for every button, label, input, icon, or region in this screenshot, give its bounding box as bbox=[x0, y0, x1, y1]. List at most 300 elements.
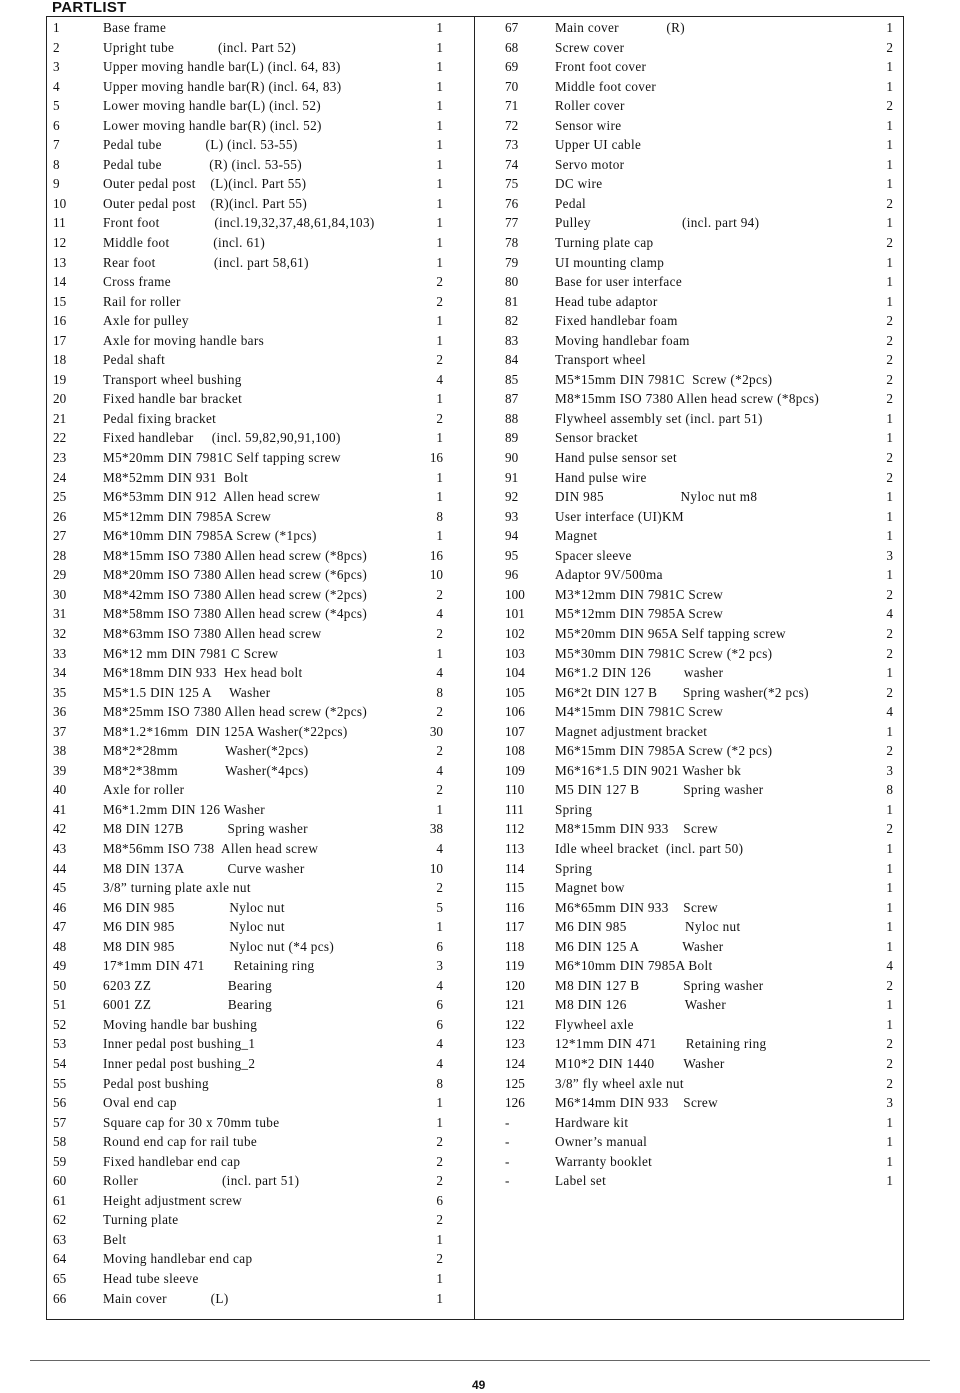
part-quantity: 1 bbox=[436, 235, 443, 251]
part-row bbox=[53, 116, 443, 136]
part-quantity: 1 bbox=[436, 1290, 443, 1306]
part-quantity: 1 bbox=[436, 919, 443, 935]
part-row bbox=[53, 1113, 443, 1133]
part-quantity: 2 bbox=[886, 821, 893, 837]
part-description: Hand pulse sensor set bbox=[555, 450, 677, 466]
part-quantity: 1 bbox=[886, 938, 893, 954]
part-number: 10 bbox=[53, 195, 67, 211]
part-description: M5*1.5 DIN 125 A Washer bbox=[103, 684, 271, 700]
part-row bbox=[53, 468, 443, 488]
part-number: 37 bbox=[53, 723, 67, 739]
part-row bbox=[53, 761, 443, 781]
part-quantity: 1 bbox=[436, 39, 443, 55]
part-number: 13 bbox=[53, 254, 67, 270]
part-description: Fixed handlebar (incl. 59,82,90,91,100) bbox=[103, 430, 341, 446]
part-description: M5*20mm DIN 7981C Self tapping screw bbox=[103, 450, 341, 466]
part-number: 93 bbox=[505, 508, 519, 524]
part-row bbox=[53, 1249, 443, 1269]
part-row bbox=[53, 624, 443, 644]
part-row bbox=[53, 155, 443, 175]
part-row bbox=[505, 937, 893, 957]
part-number: 22 bbox=[53, 430, 67, 446]
part-number: 31 bbox=[53, 606, 67, 622]
part-row bbox=[505, 38, 893, 58]
part-description: Belt bbox=[103, 1231, 127, 1247]
part-quantity: 1 bbox=[886, 59, 893, 75]
part-row bbox=[53, 546, 443, 566]
part-number: 103 bbox=[505, 645, 525, 661]
part-number: 15 bbox=[53, 293, 67, 309]
part-number: 125 bbox=[505, 1075, 525, 1091]
part-number: 24 bbox=[53, 469, 67, 485]
part-row bbox=[53, 1074, 443, 1094]
part-quantity: 1 bbox=[436, 117, 443, 133]
part-row bbox=[505, 468, 893, 488]
part-description: M6*10mm DIN 7985A Screw (*1pcs) bbox=[103, 528, 317, 544]
part-row bbox=[53, 350, 443, 370]
part-number: 64 bbox=[53, 1251, 67, 1267]
part-number: 42 bbox=[53, 821, 67, 837]
part-description: Moving handlebar foam bbox=[555, 332, 690, 348]
part-number: 82 bbox=[505, 313, 519, 329]
part-description: Sensor wire bbox=[555, 117, 622, 133]
part-number: 38 bbox=[53, 743, 67, 759]
partlist-right-column bbox=[505, 18, 893, 1191]
part-number: 117 bbox=[505, 919, 525, 935]
part-description: 3/8” turning plate axle nut bbox=[103, 880, 251, 896]
part-number: 124 bbox=[505, 1055, 525, 1071]
part-quantity: 1 bbox=[436, 137, 443, 153]
part-row bbox=[505, 1152, 893, 1172]
part-row bbox=[53, 644, 443, 664]
part-number: 123 bbox=[505, 1036, 525, 1052]
part-description: M5*20mm DIN 965A Self tapping screw bbox=[555, 625, 786, 641]
part-row bbox=[53, 1230, 443, 1250]
part-number: 51 bbox=[53, 997, 67, 1013]
part-number: 1 bbox=[53, 20, 60, 35]
part-quantity: 2 bbox=[886, 195, 893, 211]
part-number: 57 bbox=[53, 1114, 67, 1130]
part-description: Oval end cap bbox=[103, 1095, 177, 1111]
part-number: 83 bbox=[505, 332, 519, 348]
part-quantity: 2 bbox=[436, 274, 443, 290]
part-row bbox=[505, 213, 893, 233]
part-row bbox=[53, 917, 443, 937]
part-row bbox=[53, 487, 443, 507]
part-number: 8 bbox=[53, 156, 60, 172]
part-row bbox=[505, 565, 893, 585]
part-quantity: 2 bbox=[436, 1153, 443, 1169]
part-quantity: 1 bbox=[436, 313, 443, 329]
part-description: Head tube adaptor bbox=[555, 293, 658, 309]
part-description: M6*1.2 DIN 126 washer bbox=[555, 665, 724, 681]
part-description: M3*12mm DIN 7981C Screw bbox=[555, 586, 724, 602]
part-row bbox=[53, 389, 443, 409]
part-description: Turning plate cap bbox=[555, 235, 654, 251]
part-description: Warranty booklet bbox=[555, 1153, 653, 1169]
part-quantity: 6 bbox=[436, 1016, 443, 1032]
part-description: Magnet adjustment bracket bbox=[555, 723, 708, 739]
part-description: M6 DIN 985 Nyloc nut bbox=[103, 919, 285, 935]
part-description: Fixed handlebar foam bbox=[555, 313, 678, 329]
part-number: 78 bbox=[505, 235, 519, 251]
part-row bbox=[505, 995, 893, 1015]
part-number: 91 bbox=[505, 469, 519, 485]
part-row bbox=[505, 800, 893, 820]
part-quantity: 1 bbox=[436, 430, 443, 446]
part-description: Height adjustment screw bbox=[103, 1192, 243, 1208]
part-quantity: 1 bbox=[886, 78, 893, 94]
part-row bbox=[53, 956, 443, 976]
part-row bbox=[505, 96, 893, 116]
part-description: Moving handle bar bushing bbox=[103, 1016, 258, 1032]
part-description: 6001 ZZ Bearing bbox=[103, 997, 273, 1013]
part-quantity: 2 bbox=[886, 371, 893, 387]
page-title: PARTLIST bbox=[52, 0, 127, 16]
page-number: 49 bbox=[472, 1378, 486, 1392]
part-description: Base frame bbox=[103, 20, 167, 35]
part-number: 92 bbox=[505, 489, 519, 505]
part-row bbox=[505, 1074, 893, 1094]
part-row bbox=[505, 292, 893, 312]
part-row bbox=[53, 859, 443, 879]
part-quantity: 8 bbox=[886, 782, 893, 798]
part-quantity: 1 bbox=[886, 1016, 893, 1032]
part-description: 6203 ZZ Bearing bbox=[103, 977, 273, 993]
part-row bbox=[505, 233, 893, 253]
part-description: Magnet bbox=[555, 528, 598, 544]
part-quantity: 1 bbox=[436, 195, 443, 211]
part-number: 26 bbox=[53, 508, 67, 524]
part-description: Outer pedal post (L)(incl. Part 55) bbox=[103, 176, 307, 192]
part-row bbox=[53, 702, 443, 722]
part-description: M8*15mm ISO 7380 Allen head screw (*8pcs) bbox=[103, 547, 368, 563]
part-description: Pedal shaft bbox=[103, 352, 166, 368]
part-quantity: 1 bbox=[436, 254, 443, 270]
part-description: Transport wheel bbox=[555, 352, 646, 368]
part-row bbox=[53, 77, 443, 97]
part-quantity: 30 bbox=[429, 723, 443, 739]
part-quantity: 2 bbox=[886, 743, 893, 759]
part-description: M8*63mm ISO 7380 Allen head screw bbox=[103, 625, 322, 641]
column-divider bbox=[474, 16, 475, 1320]
part-number: 100 bbox=[505, 586, 525, 602]
part-quantity: 1 bbox=[886, 508, 893, 524]
part-description: Round end cap for rail tube bbox=[103, 1134, 258, 1150]
part-number: 84 bbox=[505, 352, 519, 368]
part-description: Axle for pulley bbox=[103, 313, 189, 329]
part-number: 36 bbox=[53, 704, 67, 720]
part-quantity: 1 bbox=[886, 567, 893, 583]
part-row bbox=[505, 526, 893, 546]
part-number: 43 bbox=[53, 840, 67, 856]
part-quantity: 2 bbox=[436, 704, 443, 720]
part-row bbox=[53, 1171, 443, 1191]
part-number: 119 bbox=[505, 958, 525, 974]
part-quantity: 4 bbox=[436, 665, 443, 681]
part-description: Main cover (R) bbox=[555, 20, 685, 35]
part-quantity: 3 bbox=[886, 1095, 893, 1111]
part-description: Screw cover bbox=[555, 39, 625, 55]
part-row bbox=[505, 644, 893, 664]
part-description: M8 DIN 137A Curve washer bbox=[103, 860, 305, 876]
part-row bbox=[505, 780, 893, 800]
part-row bbox=[505, 116, 893, 136]
part-number: 2 bbox=[53, 39, 60, 55]
part-description: M6*2t DIN 127 B Spring washer(*2 pcs) bbox=[555, 684, 809, 700]
part-number: 80 bbox=[505, 274, 519, 290]
part-quantity: 2 bbox=[886, 684, 893, 700]
part-row bbox=[53, 292, 443, 312]
part-description: Front foot (incl.19,32,37,48,61,84,103) bbox=[103, 215, 375, 231]
part-number: 11 bbox=[53, 215, 66, 231]
part-description: Upper UI cable bbox=[555, 137, 642, 153]
part-number: 29 bbox=[53, 567, 67, 583]
part-number: 74 bbox=[505, 156, 519, 172]
part-description: M6*12 mm DIN 7981 C Screw bbox=[103, 645, 279, 661]
part-number: 106 bbox=[505, 704, 525, 720]
part-quantity: 1 bbox=[436, 469, 443, 485]
part-row bbox=[505, 956, 893, 976]
part-row bbox=[505, 722, 893, 742]
part-row bbox=[53, 370, 443, 390]
part-number: 34 bbox=[53, 665, 67, 681]
part-description: Magnet bow bbox=[555, 880, 625, 896]
part-quantity: 2 bbox=[886, 625, 893, 641]
part-row bbox=[53, 1093, 443, 1113]
part-row bbox=[53, 937, 443, 957]
part-quantity: 1 bbox=[436, 1231, 443, 1247]
part-number: 21 bbox=[53, 410, 67, 426]
part-quantity: 10 bbox=[429, 860, 443, 876]
part-quantity: 1 bbox=[886, 293, 893, 309]
part-row bbox=[505, 741, 893, 761]
part-row bbox=[53, 331, 443, 351]
part-description: Idle wheel bracket (incl. part 50) bbox=[555, 840, 744, 856]
part-description: Square cap for 30 x 70mm tube bbox=[103, 1114, 280, 1130]
part-description: Spring bbox=[555, 801, 593, 817]
part-number: 122 bbox=[505, 1016, 525, 1032]
part-description: M6*15mm DIN 7985A Screw (*2 pcs) bbox=[555, 743, 773, 759]
part-row bbox=[53, 507, 443, 527]
part-number: 76 bbox=[505, 195, 519, 211]
part-row bbox=[53, 1015, 443, 1035]
part-quantity: 1 bbox=[436, 176, 443, 192]
part-description: Axle for roller bbox=[103, 782, 185, 798]
part-row bbox=[505, 448, 893, 468]
part-row bbox=[505, 839, 893, 859]
part-number: 9 bbox=[53, 176, 60, 192]
part-description: Pedal post bushing bbox=[103, 1075, 209, 1091]
part-number: 77 bbox=[505, 215, 519, 231]
part-quantity: 1 bbox=[886, 899, 893, 915]
part-row bbox=[505, 546, 893, 566]
part-quantity: 1 bbox=[886, 801, 893, 817]
part-description: Lower moving handle bar(R) (incl. 52) bbox=[103, 117, 322, 133]
part-description: M8*2*28mm Washer(*2pcs) bbox=[103, 743, 309, 759]
part-quantity: 4 bbox=[436, 762, 443, 778]
part-description: Lower moving handle bar(L) (incl. 52) bbox=[103, 98, 322, 114]
part-description: Upper moving handle bar(L) (incl. 64, 83) bbox=[103, 59, 341, 75]
part-quantity: 1 bbox=[886, 156, 893, 172]
part-quantity: 1 bbox=[886, 840, 893, 856]
part-quantity: 1 bbox=[886, 997, 893, 1013]
part-description: Base for user interface bbox=[555, 274, 683, 290]
part-row bbox=[53, 1210, 443, 1230]
part-number: 20 bbox=[53, 391, 67, 407]
part-quantity: 2 bbox=[436, 880, 443, 896]
part-number: 66 bbox=[53, 1290, 67, 1306]
part-row bbox=[505, 311, 893, 331]
part-number: 79 bbox=[505, 254, 519, 270]
part-description: Middle foot cover bbox=[555, 78, 657, 94]
part-number: 101 bbox=[505, 606, 525, 622]
part-number: 70 bbox=[505, 78, 519, 94]
part-row bbox=[53, 565, 443, 585]
part-row bbox=[505, 350, 893, 370]
part-number: 120 bbox=[505, 977, 525, 993]
part-description: Inner pedal post bushing_1 bbox=[103, 1036, 256, 1052]
part-description: M5*15mm DIN 7981C Screw (*2pcs) bbox=[555, 371, 773, 387]
part-description: Outer pedal post (R)(incl. Part 55) bbox=[103, 195, 308, 211]
part-row bbox=[53, 233, 443, 253]
part-quantity: 1 bbox=[886, 880, 893, 896]
part-row bbox=[505, 194, 893, 214]
part-description: M8*25mm ISO 7380 Allen head screw (*2pcs) bbox=[103, 704, 368, 720]
part-quantity: 8 bbox=[436, 1075, 443, 1091]
part-row bbox=[53, 1289, 443, 1309]
part-description: User interface (UI)KM bbox=[555, 508, 684, 524]
part-description: M8 DIN 127B Spring washer bbox=[103, 821, 308, 837]
part-description: Turning plate bbox=[103, 1212, 179, 1228]
part-quantity: 1 bbox=[436, 391, 443, 407]
part-number: 35 bbox=[53, 684, 67, 700]
part-description: DC wire bbox=[555, 176, 603, 192]
part-description: M6*18mm DIN 933 Hex head bolt bbox=[103, 665, 303, 681]
part-description: Adaptor 9V/500ma bbox=[555, 567, 663, 583]
part-number: 23 bbox=[53, 450, 67, 466]
part-row bbox=[505, 487, 893, 507]
part-quantity: 4 bbox=[886, 958, 893, 974]
part-quantity: 1 bbox=[886, 1173, 893, 1189]
part-row bbox=[505, 761, 893, 781]
footer-rule bbox=[30, 1360, 930, 1361]
part-row bbox=[505, 819, 893, 839]
part-number: 67 bbox=[505, 20, 519, 35]
part-row bbox=[53, 976, 443, 996]
part-quantity: 2 bbox=[886, 469, 893, 485]
part-description: Hardware kit bbox=[555, 1114, 629, 1130]
part-row bbox=[505, 898, 893, 918]
part-row bbox=[53, 878, 443, 898]
part-number: 73 bbox=[505, 137, 519, 153]
part-number: 112 bbox=[505, 821, 525, 837]
part-number: 121 bbox=[505, 997, 525, 1013]
part-row bbox=[505, 428, 893, 448]
part-description: M8*58mm ISO 7380 Allen head screw (*4pcs) bbox=[103, 606, 368, 622]
part-quantity: 1 bbox=[886, 254, 893, 270]
part-row bbox=[505, 1113, 893, 1133]
part-description: M6*10mm DIN 7985A Bolt bbox=[555, 958, 713, 974]
part-number: - bbox=[505, 1153, 510, 1169]
part-quantity: 2 bbox=[886, 1036, 893, 1052]
part-description: UI mounting clamp bbox=[555, 254, 665, 270]
part-quantity: 1 bbox=[886, 410, 893, 426]
part-quantity: 4 bbox=[886, 704, 893, 720]
part-quantity: 3 bbox=[886, 762, 893, 778]
part-description: Roller (incl. part 51) bbox=[103, 1173, 300, 1189]
part-description: M6*14mm DIN 933 Screw bbox=[555, 1095, 718, 1111]
part-description: M8 DIN 126 Washer bbox=[555, 997, 727, 1013]
part-quantity: 3 bbox=[886, 547, 893, 563]
part-description: Flywheel axle bbox=[555, 1016, 634, 1032]
part-description: M6 DIN 985 Nyloc nut bbox=[555, 919, 741, 935]
part-number: 114 bbox=[505, 860, 525, 876]
part-quantity: 2 bbox=[886, 313, 893, 329]
part-description: M8*1.2*16mm DIN 125A Washer(*22pcs) bbox=[103, 723, 348, 739]
part-quantity: 1 bbox=[886, 665, 893, 681]
part-quantity: 1 bbox=[436, 1114, 443, 1130]
part-quantity: 1 bbox=[436, 156, 443, 172]
part-quantity: 5 bbox=[436, 899, 443, 915]
part-description: Sensor bracket bbox=[555, 430, 638, 446]
part-quantity: 2 bbox=[436, 625, 443, 641]
part-number: 118 bbox=[505, 938, 525, 954]
part-number: 3 bbox=[53, 59, 60, 75]
part-row bbox=[505, 1171, 893, 1191]
part-description: Cross frame bbox=[103, 274, 171, 290]
part-description: M8 DIN 127 B Spring washer bbox=[555, 977, 764, 993]
part-quantity: 1 bbox=[886, 137, 893, 153]
part-number: 47 bbox=[53, 919, 67, 935]
part-row bbox=[53, 898, 443, 918]
part-row bbox=[53, 800, 443, 820]
part-row bbox=[505, 878, 893, 898]
part-description: Axle for moving handle bars bbox=[103, 332, 265, 348]
part-number: 115 bbox=[505, 880, 525, 896]
part-number: 102 bbox=[505, 625, 525, 641]
part-row bbox=[53, 18, 443, 38]
part-number: 113 bbox=[505, 840, 525, 856]
part-number: 96 bbox=[505, 567, 519, 583]
part-row bbox=[53, 683, 443, 703]
part-quantity: 2 bbox=[436, 1212, 443, 1228]
part-row bbox=[505, 18, 893, 38]
part-row bbox=[505, 1054, 893, 1074]
part-description: M4*15mm DIN 7981C Screw bbox=[555, 704, 724, 720]
part-description: Pulley (incl. part 94) bbox=[555, 215, 760, 231]
part-quantity: 1 bbox=[436, 801, 443, 817]
part-number: 54 bbox=[53, 1055, 67, 1071]
part-row bbox=[53, 272, 443, 292]
part-description: M5*30mm DIN 7981C Screw (*2 pcs) bbox=[555, 645, 773, 661]
part-quantity: 1 bbox=[886, 1134, 893, 1150]
part-quantity: 10 bbox=[429, 567, 443, 583]
part-quantity: 1 bbox=[886, 1114, 893, 1130]
part-description: Pedal bbox=[555, 195, 587, 211]
part-quantity: 4 bbox=[436, 840, 443, 856]
part-number: 95 bbox=[505, 547, 519, 563]
part-row bbox=[505, 663, 893, 683]
part-row bbox=[53, 1152, 443, 1172]
part-number: 62 bbox=[53, 1212, 67, 1228]
part-quantity: 1 bbox=[886, 274, 893, 290]
part-quantity: 1 bbox=[886, 1153, 893, 1169]
part-quantity: 1 bbox=[436, 59, 443, 75]
part-number: 60 bbox=[53, 1173, 67, 1189]
part-description: Pedal tube (R) (incl. 53-55) bbox=[103, 156, 302, 172]
part-description: M6*1.2mm DIN 126 Washer bbox=[103, 801, 266, 817]
